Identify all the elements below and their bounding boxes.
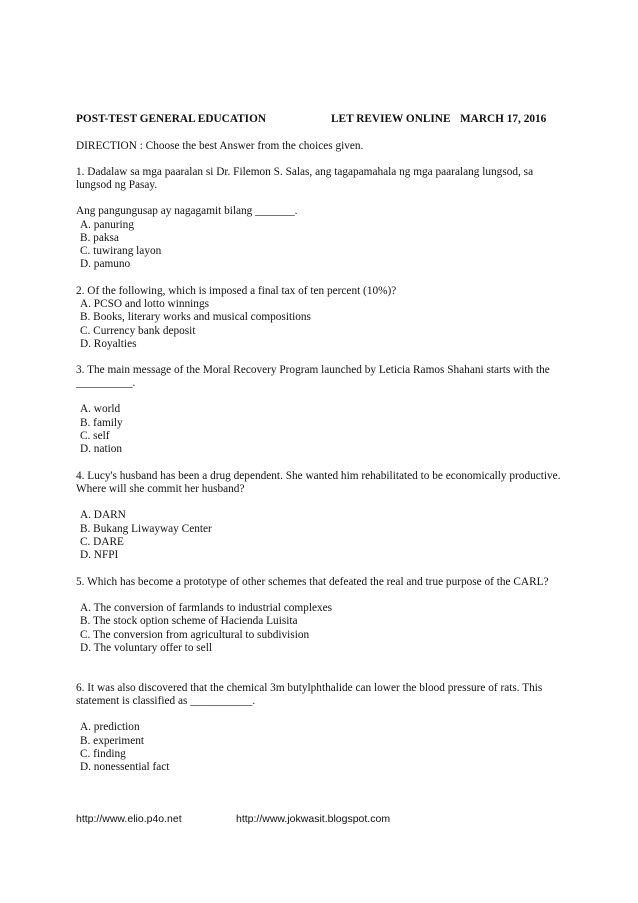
option-c: C. tuwirang layon (80, 245, 162, 258)
option-b: B. experiment (80, 734, 144, 747)
option-a: A. The conversion of farmlands to industrial complexes (80, 602, 333, 615)
option-c: C. DARE (80, 535, 124, 548)
header-date: MARCH 17, 2016 (460, 113, 547, 125)
question-stem: 6. It was also discovered that the chemical 3m butylphthalide can lower the blood pressure of rats. This statement is classified as ___________. (76, 682, 543, 708)
option-list (76, 721, 566, 774)
option-list (76, 403, 566, 456)
option-list (76, 219, 566, 272)
header-review: LET REVIEW ONLINE (331, 113, 451, 125)
footer-link-elio[interactable]: http://www.elio.p4o.net (76, 813, 182, 825)
question-prompt: Ang pangungusap ay nagagamit bilang _______. (76, 205, 298, 218)
option-c: C. finding (80, 747, 126, 760)
question-3 (76, 364, 566, 456)
option-d: D. nonessential fact (80, 761, 170, 774)
question-2 (76, 285, 566, 351)
option-d: D. The voluntary offer to sell (80, 641, 212, 654)
option-b: B. Books, literary works and musical compositions (80, 311, 311, 324)
option-list (76, 298, 566, 351)
document-header (76, 113, 576, 127)
option-c: C. Currency bank deposit (80, 324, 196, 337)
footer-link-jokwasit[interactable]: http://www.jokwasit.blogspot.com (236, 813, 391, 825)
option-a: A. PCSO and lotto winnings (80, 298, 209, 311)
option-list (76, 509, 566, 562)
question-stem: 1. Dadalaw sa mga paaralan si Dr. Filemon S. Salas, ang tagapamahala ng mga paaralang lungsod, sa lungsod ng Pasay. (76, 166, 534, 192)
option-b: B. paksa (80, 231, 119, 244)
option-a: A. panuring (80, 218, 134, 231)
option-d: D. nation (80, 443, 123, 456)
option-c: C. self (80, 429, 110, 442)
question-stem: 4. Lucy's husband has been a drug dependent. She wanted him rehabilitated to be economically productive. Where will she commit her husband? (76, 470, 561, 496)
option-d: D. pamuno (80, 258, 131, 271)
question-5 (76, 576, 566, 655)
option-a: A. DARN (80, 509, 126, 522)
question-4 (76, 470, 566, 562)
question-1 (76, 166, 566, 271)
option-list (76, 602, 566, 655)
option-b: B. Bukang Liwayway Center (80, 522, 212, 535)
option-c: C. The conversion from agricultural to subdivision (80, 628, 310, 641)
option-d: D. NFPI (80, 549, 119, 562)
option-a: A. prediction (80, 721, 140, 734)
option-b: B. family (80, 416, 123, 429)
option-d: D. Royalties (80, 337, 137, 350)
question-stem: 5. Which has become a prototype of other schemes that defeated the real and true purpose of the CARL? (76, 576, 549, 588)
option-a: A. world (80, 403, 121, 416)
direction-text: DIRECTION : Choose the best Answer from the choices given. (76, 140, 364, 152)
question-6 (76, 682, 566, 774)
header-title: POST-TEST GENERAL EDUCATION (76, 113, 267, 125)
question-stem: 3. The main message of the Moral Recovery Program launched by Leticia Ramos Shahani starts with the __________. (76, 364, 550, 390)
question-stem: 2. Of the following, which is imposed a final tax of ten percent (10%)? (76, 285, 397, 297)
option-b: B. The stock option scheme of Hacienda Luisita (80, 615, 298, 628)
